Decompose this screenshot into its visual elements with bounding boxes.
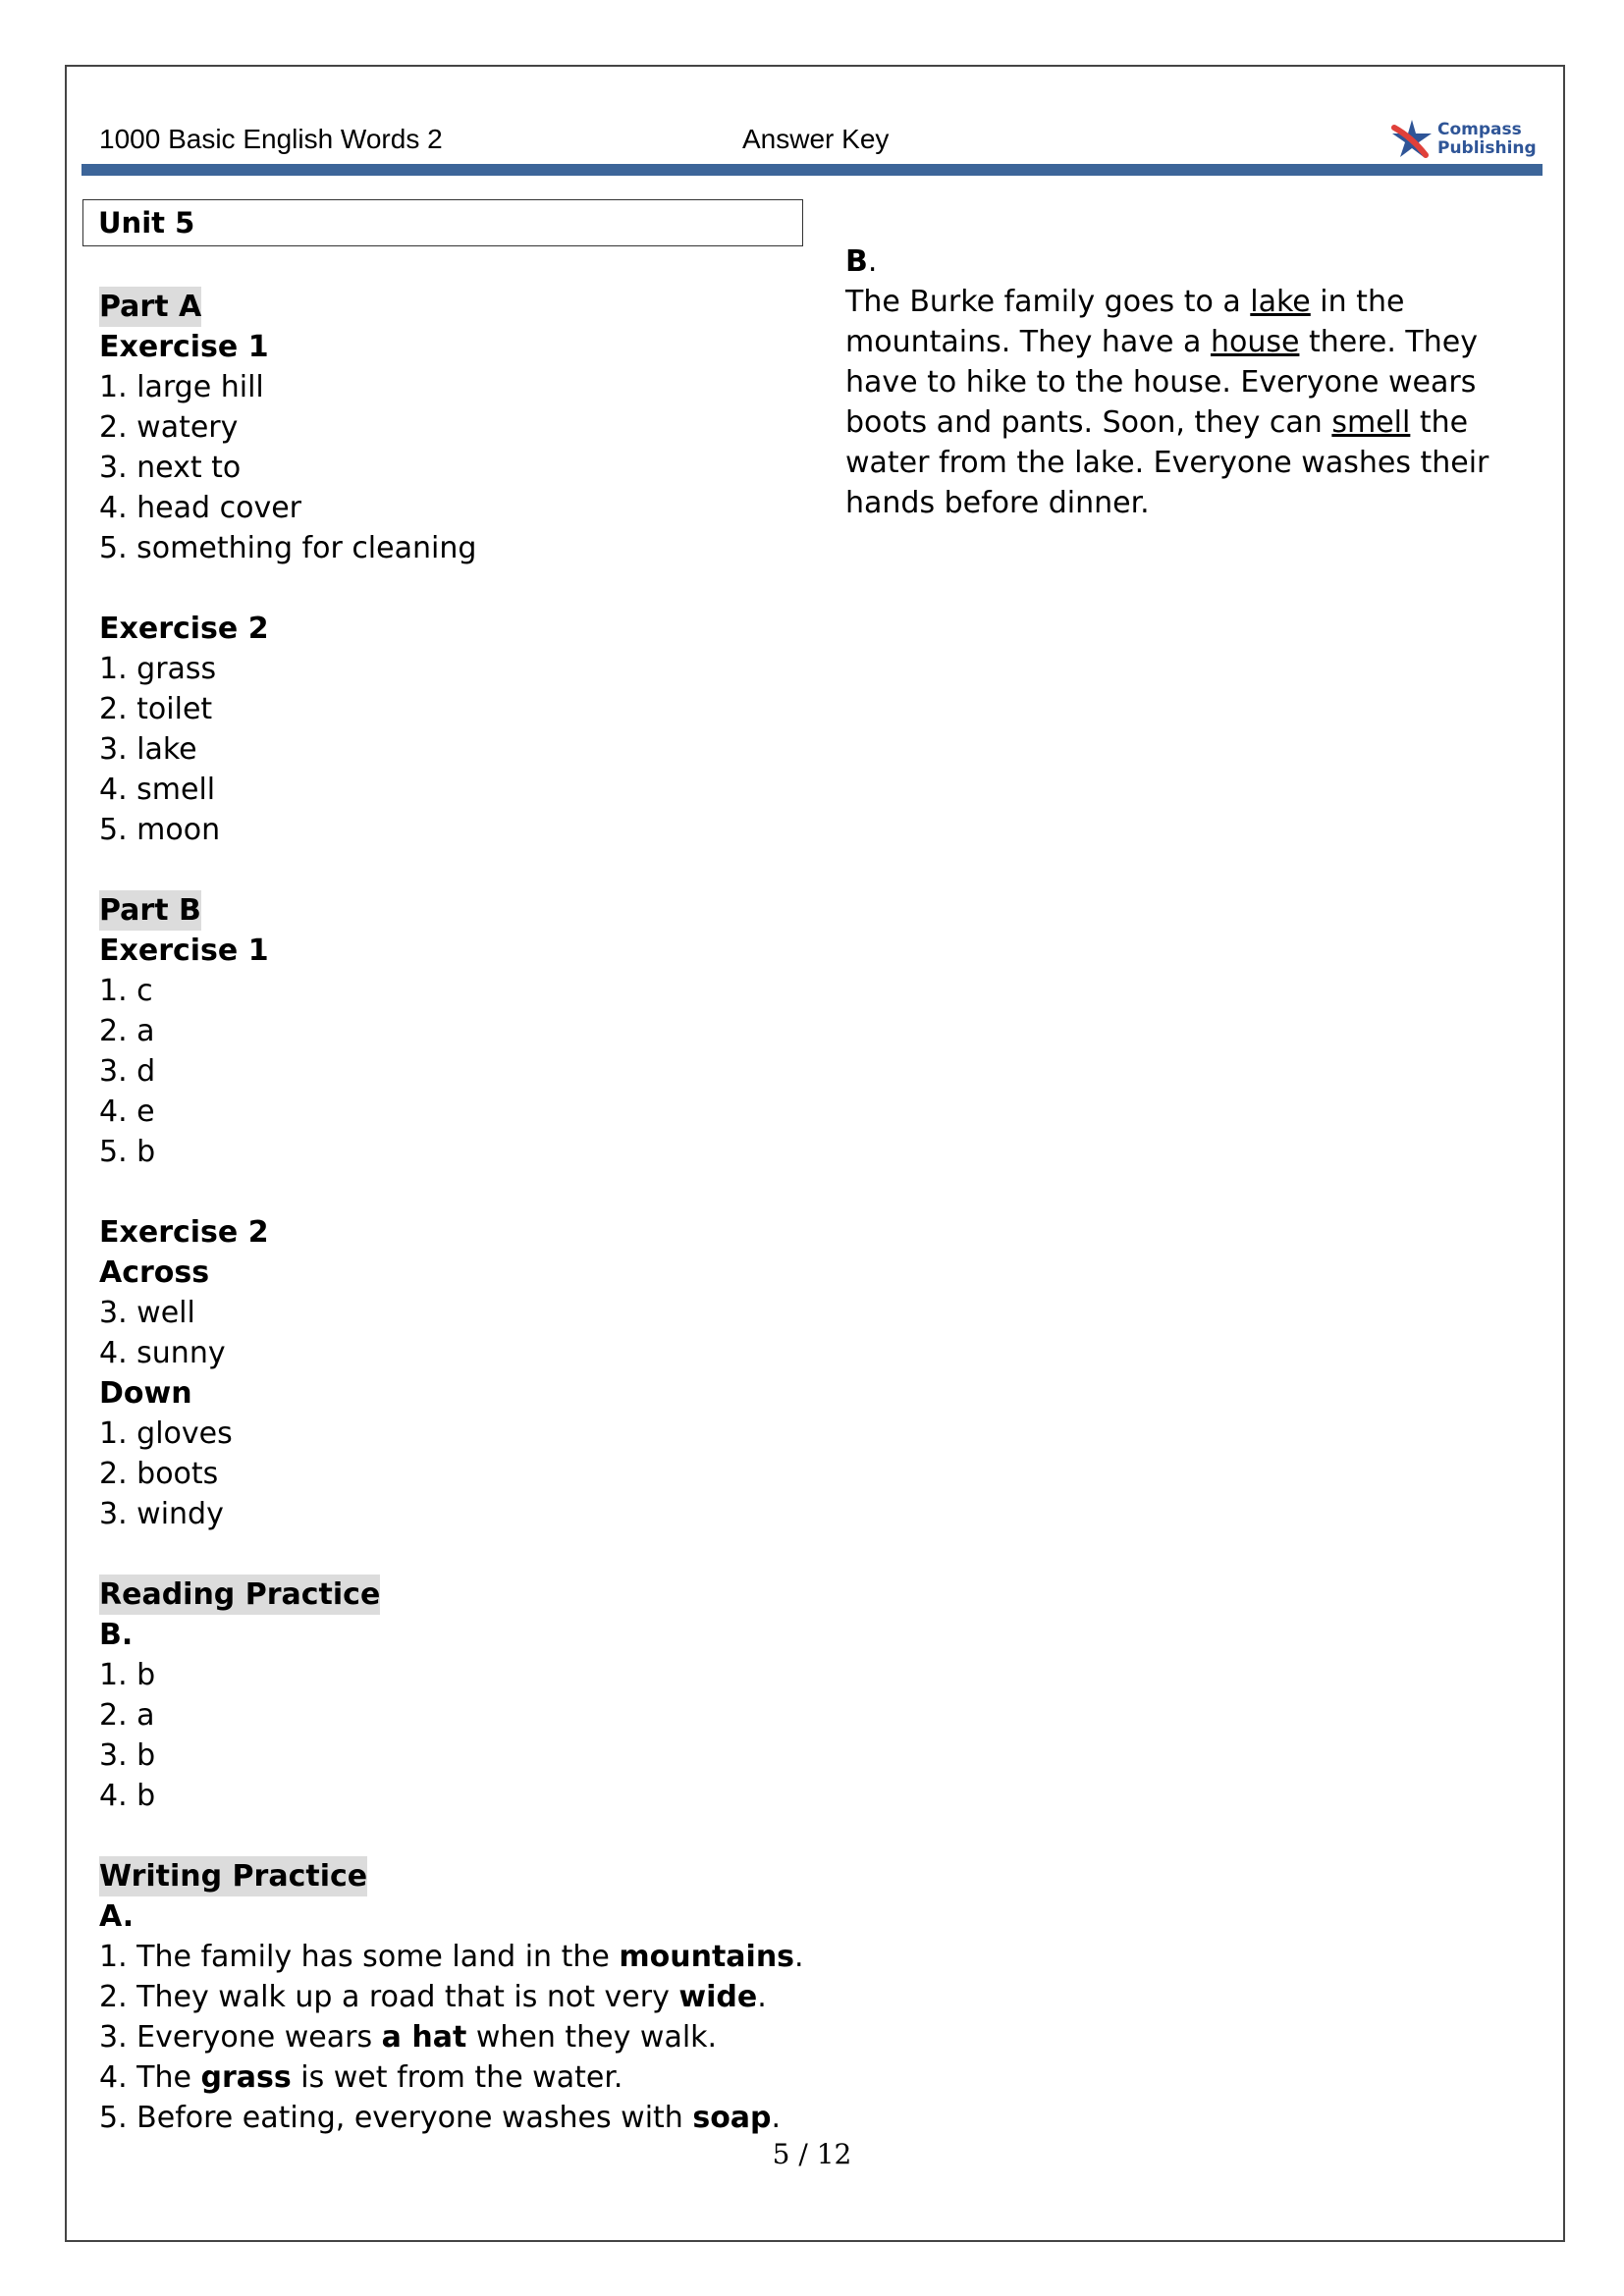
across-label: Across: [99, 1255, 210, 1290]
list-item: 4. e: [99, 1095, 155, 1129]
part-a-heading: Part A: [99, 287, 201, 327]
writing-paragraph: The Burke family goes to a lake in the mountains. They have a house there. They have to hike to the house. Everyone wears boots and pants. Soon, they can smell the water from the lake. Everyone washes their hands before dinner.: [845, 285, 1489, 520]
list-item: 5. Before eating, everyone washes with soap.: [99, 2101, 782, 2135]
list-item: 2. boots: [99, 1457, 219, 1491]
part-a-exercise-1-title: Exercise 1: [99, 330, 269, 364]
book-title: 1000 Basic English Words 2: [99, 124, 443, 154]
writing-sub-a: A.: [99, 1899, 135, 1934]
star-icon: [1390, 118, 1434, 161]
underlined-word: house: [1210, 325, 1300, 359]
list-item: 2. watery: [99, 410, 239, 445]
reading-practice-heading: Reading Practice: [99, 1575, 380, 1615]
right-column: [845, 241, 1552, 523]
list-item: 2. They walk up a road that is not very wide.: [99, 1980, 767, 2014]
part-b-exercise-1-title: Exercise 1: [99, 934, 269, 968]
list-item: 3. windy: [99, 1497, 224, 1531]
list-item: 5. moon: [99, 813, 221, 847]
document-title: Answer Key: [742, 124, 890, 154]
unit-title: Unit 5: [82, 199, 803, 246]
part-b-heading: Part B: [99, 890, 201, 931]
left-column: [99, 287, 806, 2138]
logo-line-1: Compass: [1437, 120, 1522, 139]
list-item: 4. sunny: [99, 1336, 226, 1370]
list-item: 3. d: [99, 1054, 156, 1089]
list-item: 4. smell: [99, 773, 216, 807]
list-item: 3. lake: [99, 732, 197, 767]
part-b-exercise-2-title: Exercise 2: [99, 1215, 269, 1250]
header-rule: [81, 164, 1543, 176]
part-a-exercise-2-title: Exercise 2: [99, 612, 269, 646]
list-item: 1. c: [99, 974, 153, 1008]
writing-sub-b: B.: [845, 244, 878, 279]
list-item: 1. gloves: [99, 1416, 233, 1451]
underlined-word: smell: [1331, 405, 1411, 440]
publisher-logo: [1390, 116, 1537, 163]
list-item: 3. well: [99, 1296, 195, 1330]
list-item: 1. grass: [99, 652, 217, 686]
list-item: 4. b: [99, 1779, 156, 1813]
logo-line-2: Publishing: [1437, 138, 1537, 158]
page-number: 5 / 12: [772, 2138, 852, 2170]
list-item: 4. head cover: [99, 491, 301, 525]
reading-sub-b: B.: [99, 1618, 134, 1652]
list-item: 3. b: [99, 1738, 156, 1773]
list-item: 2. a: [99, 1698, 155, 1733]
list-item: 3. next to: [99, 451, 242, 485]
writing-practice-heading: Writing Practice: [99, 1856, 367, 1896]
list-item: 1. large hill: [99, 370, 264, 404]
list-item: 1. b: [99, 1658, 156, 1692]
list-item: 3. Everyone wears a hat when they walk.: [99, 2020, 718, 2055]
list-item: 1. The family has some land in the mountains.: [99, 1940, 804, 1974]
list-item: 5. b: [99, 1135, 156, 1169]
underlined-word: lake: [1250, 285, 1311, 319]
list-item: 2. toilet: [99, 692, 213, 726]
list-item: 4. The grass is wet from the water.: [99, 2060, 623, 2095]
list-item: 5. something for cleaning: [99, 531, 477, 565]
list-item: 2. a: [99, 1014, 155, 1048]
down-label: Down: [99, 1376, 192, 1411]
